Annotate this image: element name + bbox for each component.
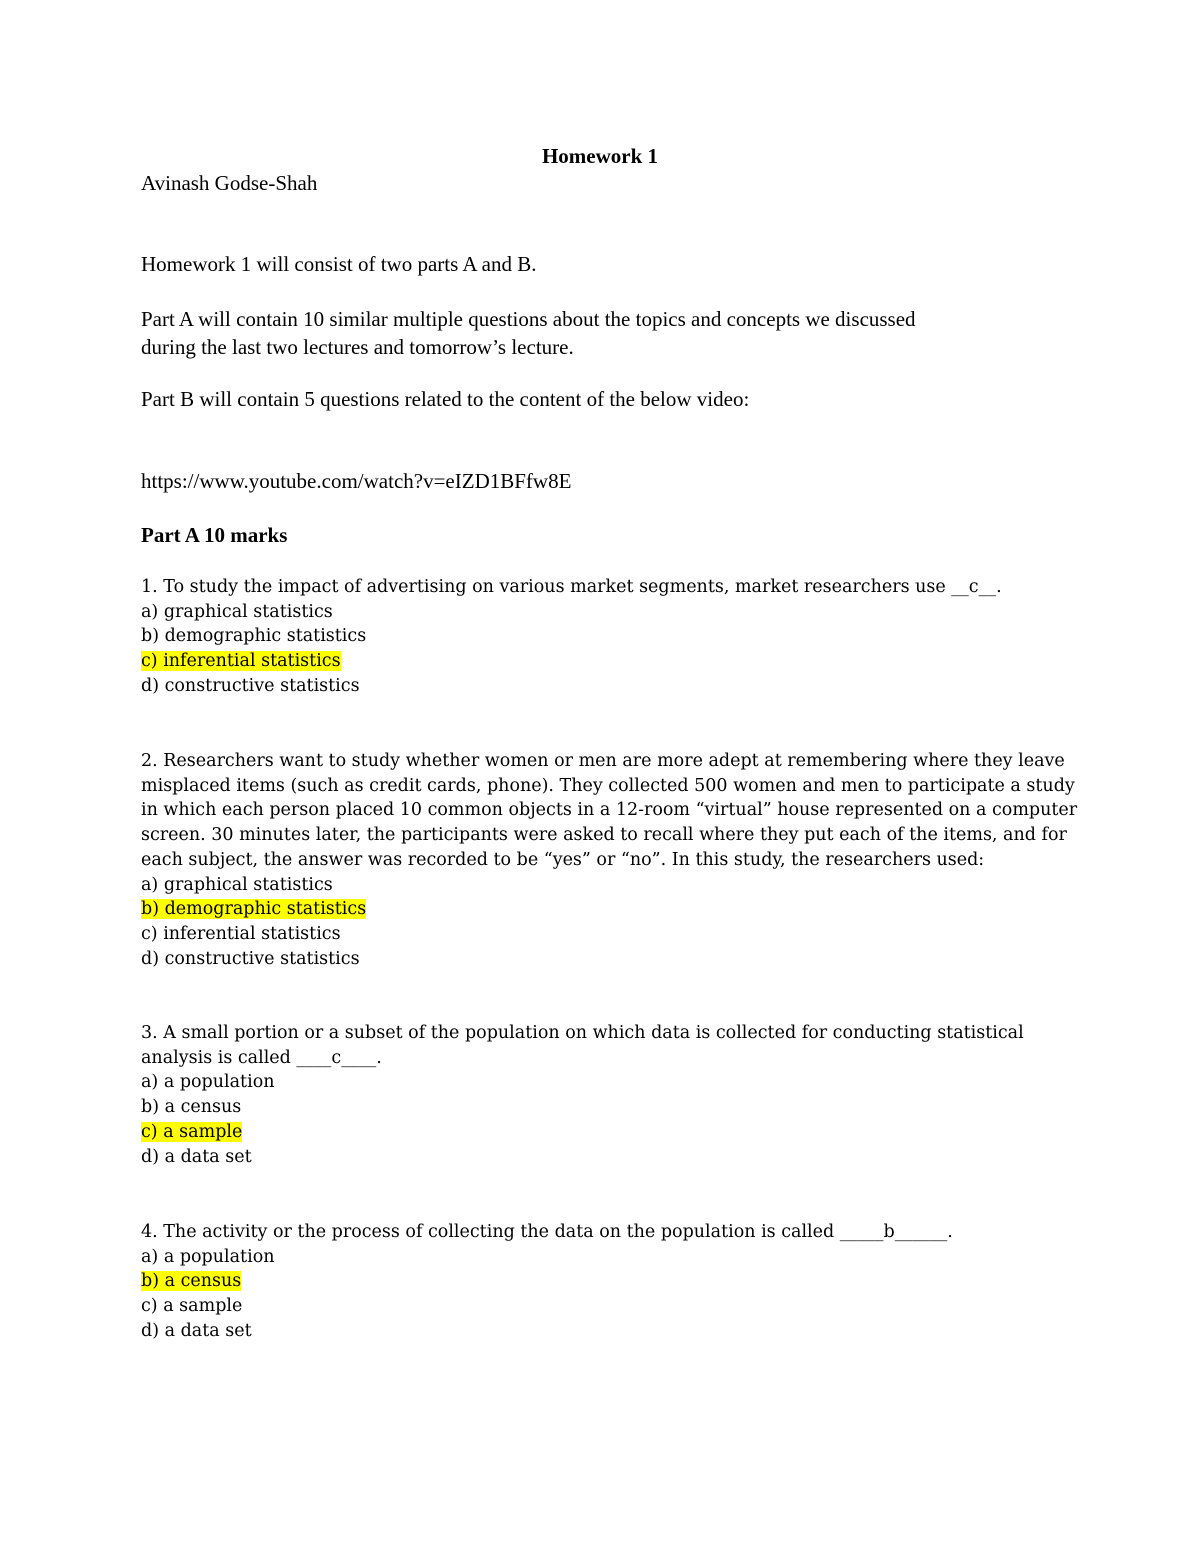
- answer-option: [141, 1319, 1071, 1344]
- answer-option: [141, 649, 1071, 674]
- option-text: d) constructive statistics: [141, 675, 360, 696]
- question-text-line: misplaced items (such as credit cards, phone). They collected 500 women and men to participate a study: [141, 775, 1075, 796]
- question-text-line: 1. To study the impact of advertising on various market segments, market researchers use __c__.: [141, 577, 1002, 597]
- option-text: d) a data set: [141, 1320, 252, 1341]
- option-text: d) a data set: [141, 1146, 252, 1167]
- highlighted-answer: b) a census: [141, 1271, 242, 1292]
- option-text: b) a census: [141, 1097, 242, 1118]
- author-name: Avinash Godse-Shah: [141, 171, 318, 195]
- video-url[interactable]: https://www.youtube.com/watch?v=eIZD1BFfw8E: [141, 469, 572, 493]
- document-title: Homework 1: [541, 144, 659, 168]
- question-2: [141, 749, 1078, 971]
- question-1: [141, 575, 1071, 699]
- answer-option: [141, 1145, 1071, 1170]
- question-text-line: in which each person placed 10 common objects in a 12-room “virtual” house represented on a computer: [141, 800, 1078, 821]
- answer-option: [141, 1269, 1071, 1294]
- highlighted-answer: c) a sample: [141, 1121, 243, 1142]
- intro-paragraph: [141, 250, 1061, 278]
- intro-text: Homework 1 will consist of two parts A and B.: [141, 252, 537, 276]
- part-a-heading: Part A 10 marks: [141, 523, 288, 547]
- option-text: b) demographic statistics: [141, 626, 367, 647]
- option-text: a) a population: [141, 1246, 275, 1267]
- part-b-description: [141, 385, 1061, 413]
- highlighted-answer: c) inferential statistics: [141, 651, 341, 672]
- answer-option: [141, 947, 1071, 972]
- part-a-description-line: during the last two lectures and tomorrow’s lecture.: [141, 335, 574, 359]
- option-text: a) graphical statistics: [141, 601, 333, 622]
- question-text-line: 4. The activity or the process of collecting the data on the population is called _____b______.: [141, 1222, 953, 1242]
- question-4: [141, 1220, 1071, 1344]
- part-a-description-line: Part A will contain 10 similar multiple questions about the topics and concepts we discussed: [141, 307, 916, 331]
- question-text-line: 2. Researchers want to study whether women or men are more adept at remembering where they leave: [141, 751, 1065, 771]
- option-text: d) constructive statistics: [141, 948, 360, 969]
- answer-option: [141, 1070, 1071, 1095]
- question-text-line: each subject, the answer was recorded to be “yes” or “no”. In this study, the researchers used:: [141, 849, 985, 870]
- answer-option: [141, 1294, 1071, 1319]
- video-link[interactable]: [141, 467, 1061, 495]
- answer-option: [141, 1120, 1071, 1145]
- option-text: c) a sample: [141, 1296, 243, 1317]
- question-3: [141, 1021, 1071, 1169]
- answer-option: [141, 897, 1071, 922]
- option-text: a) graphical statistics: [141, 874, 333, 895]
- question-text-line: screen. 30 minutes later, the participants were asked to recall where they put each of the items, and for: [141, 825, 1067, 846]
- question-text-line: 3. A small portion or a subset of the population on which data is collected for conducting statistical: [141, 1023, 1024, 1043]
- answer-option: [141, 674, 1071, 699]
- question-text-line: analysis is called ____c____.: [141, 1047, 382, 1068]
- part-b-description-text: Part B will contain 5 questions related to the content of the below video:: [141, 387, 750, 411]
- answer-option: [141, 600, 1071, 625]
- answer-option: [141, 873, 1071, 898]
- highlighted-answer: b) demographic statistics: [141, 899, 367, 920]
- part-a-description: [141, 305, 1061, 361]
- answer-option: [141, 922, 1071, 947]
- answer-option: [141, 1245, 1071, 1270]
- answer-option: [141, 1095, 1071, 1120]
- option-text: c) inferential statistics: [141, 923, 341, 944]
- option-text: a) a population: [141, 1072, 275, 1093]
- answer-option: [141, 624, 1071, 649]
